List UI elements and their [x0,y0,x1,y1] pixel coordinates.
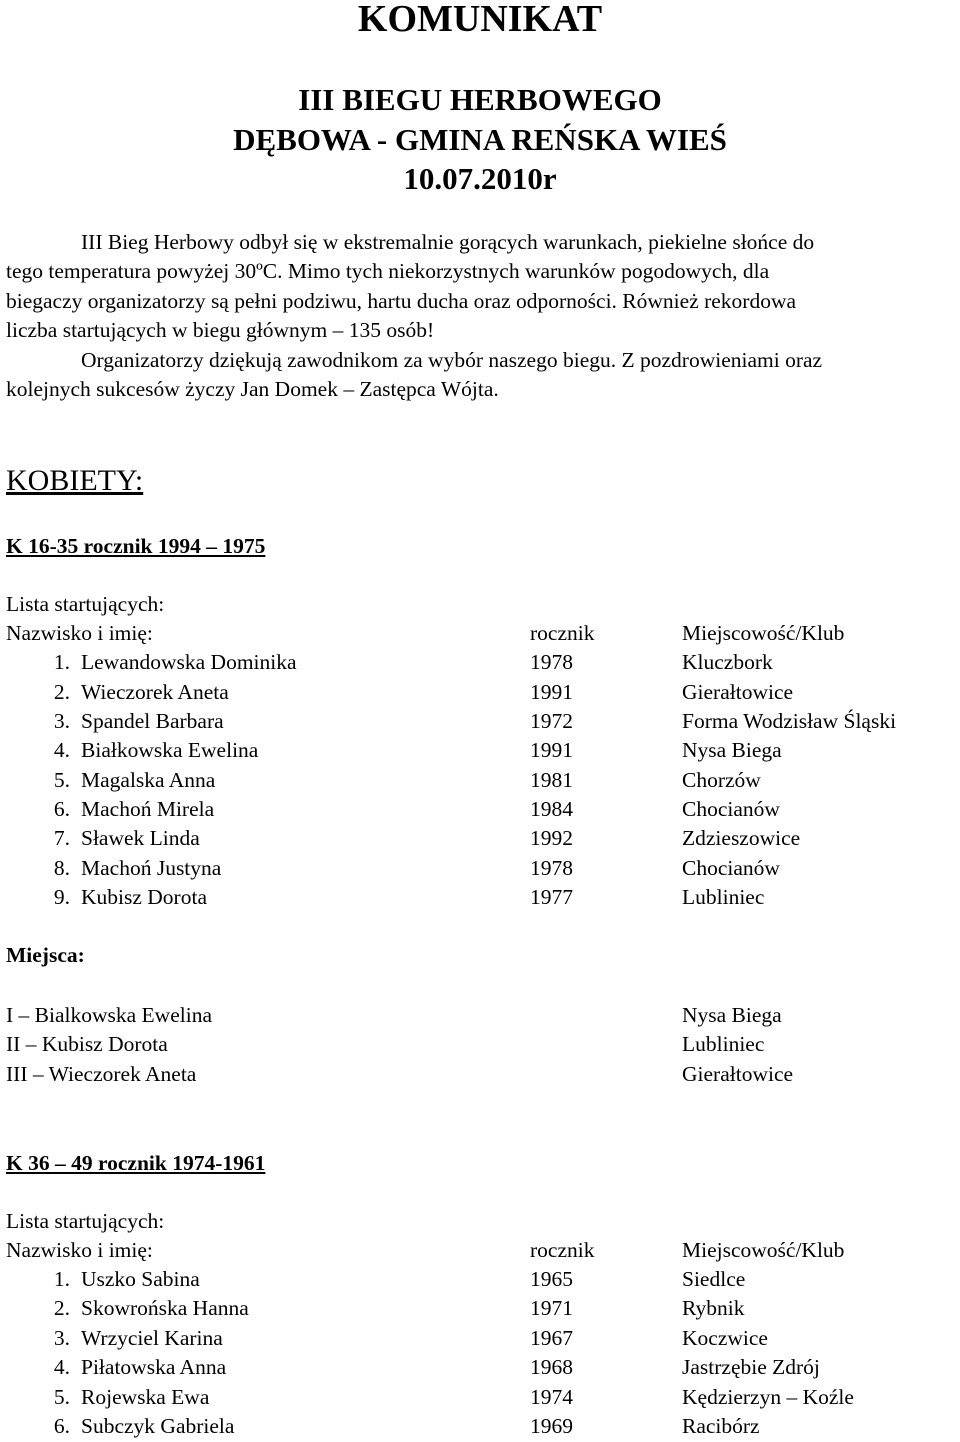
entry-year: 1992 [530,826,573,850]
entry-name: Uszko Sabina [81,1267,200,1291]
entry-year: 1977 [530,885,573,909]
entry-club: Lubliniec [682,885,765,909]
place-third: III – Wieczorek Aneta [6,1062,197,1086]
entry-year: 1984 [530,797,573,821]
entry-name: Kubisz Dorota [81,885,207,909]
entry-year: 1969 [530,1414,573,1438]
place-first-club: Nysa Biega [682,1003,782,1027]
entry-number: 1. [53,1267,70,1291]
place-third-club: Gierałtowice [682,1062,794,1086]
entry-year: 1974 [530,1385,573,1409]
entry-number: 6. [53,797,70,821]
entry-number: 4. [53,1355,70,1379]
entry-name: Spandel Barbara [81,709,224,733]
category-heading-k16-35: K 16-35 rocznik 1994 – 1975 [6,534,266,558]
entry-year: 1978 [530,650,573,674]
entry-club: Gierałtowice [682,680,794,704]
category-heading-k36-49: K 36 – 49 rocznik 1974-1961 [6,1151,266,1175]
entry-club: Koczwice [682,1326,768,1350]
intro-line-4: liczba startujących w biegu głównym – 135 osób! [6,318,435,342]
entry-year: 1981 [530,768,573,792]
entry-name: Machoń Justyna [81,856,222,880]
entry-year: 1978 [530,856,573,880]
entry-club: Nysa Biega [682,738,782,762]
place-first: I – Bialkowska Ewelina [6,1003,212,1027]
intro-line-6: kolejnych sukcesów życzy Jan Domek – Zastępca Wójta. [6,377,499,401]
column-header-club: Miejscowość/Klub [682,1238,845,1262]
entry-number: 4. [53,738,70,762]
entry-name: Subczyk Gabriela [81,1414,235,1438]
entry-number: 5. [53,768,70,792]
entry-name: Skowrońska Hanna [81,1296,249,1320]
entry-number: 2. [53,1296,70,1320]
entry-club: Kędzierzyn – Koźle [682,1385,854,1409]
entry-number: 6. [53,1414,70,1438]
entry-club: Chocianów [682,856,780,880]
column-header-name: Nazwisko i imię: [6,621,153,645]
section-heading-women: KOBIETY: [6,464,144,497]
entry-name: Piłatowska Anna [81,1355,227,1379]
entry-year: 1971 [530,1296,573,1320]
entry-club: Chorzów [682,768,761,792]
entry-club: Zdzieszowice [682,826,801,850]
intro-line-5: Organizatorzy dziękują zawodnikom za wybór naszego biegu. Z pozdrowieniami oraz [81,348,823,372]
entry-name: Magalska Anna [81,768,216,792]
entry-club: Siedlce [682,1267,746,1291]
entry-name: Białkowska Ewelina [81,738,259,762]
entry-year: 1967 [530,1326,573,1350]
column-header-year: rocznik [530,1238,595,1262]
entry-number: 8. [53,856,70,880]
entry-club: Racibórz [682,1414,760,1438]
entry-number: 5. [53,1385,70,1409]
entry-number: 2. [53,680,70,704]
starting-list-label: Lista startujących: [6,1209,165,1233]
places-label: Miejsca: [6,943,85,967]
entry-club: Jastrzębie Zdrój [682,1355,820,1379]
entry-club: Chocianów [682,797,780,821]
entry-name: Wieczorek Aneta [81,680,229,704]
column-header-club: Miejscowość/Klub [682,621,845,645]
entry-name: Sławek Linda [81,826,200,850]
entry-number: 9. [53,885,70,909]
entry-number: 3. [53,709,70,733]
entry-year: 1991 [530,680,573,704]
event-name-line-1: III BIEGU HERBOWEGO [298,82,662,117]
column-header-name: Nazwisko i imię: [6,1238,153,1262]
entry-number: 1. [53,650,70,674]
entry-number: 3. [53,1326,70,1350]
entry-club: Kluczbork [682,650,773,674]
entry-name: Lewandowska Dominika [81,650,297,674]
entry-year: 1968 [530,1355,573,1379]
entry-year: 1991 [530,738,573,762]
entry-name: Wrzyciel Karina [81,1326,223,1350]
intro-line-3: biegaczy organizatorzy są pełni podziwu, hartu ducha oraz odporności. Również rekordowa [6,289,797,313]
entry-name: Rojewska Ewa [81,1385,210,1409]
entry-name: Machoń Mirela [81,797,215,821]
entry-year: 1972 [530,709,573,733]
entry-club: Rybnik [682,1296,745,1320]
document-title: KOMUNIKAT [357,0,603,40]
entry-year: 1965 [530,1267,573,1291]
place-second-club: Lubliniec [682,1032,765,1056]
intro-line-2: tego temperatura powyżej 30ºC. Mimo tych niekorzystnych warunków pogodowych, dla [6,259,770,283]
starting-list-label: Lista startujących: [6,592,165,616]
entry-club: Forma Wodzisław Śląski [682,709,897,733]
place-second: II – Kubisz Dorota [6,1032,168,1056]
event-name-line-2: DĘBOWA - GMINA REŃSKA WIEŚ [233,122,727,157]
intro-line-1: III Bieg Herbowy odbył się w ekstremalnie gorących warunkach, piekielne słońce do [81,230,815,254]
event-date: 10.07.2010r [403,161,557,196]
column-header-year: rocznik [530,621,595,645]
entry-number: 7. [53,826,70,850]
